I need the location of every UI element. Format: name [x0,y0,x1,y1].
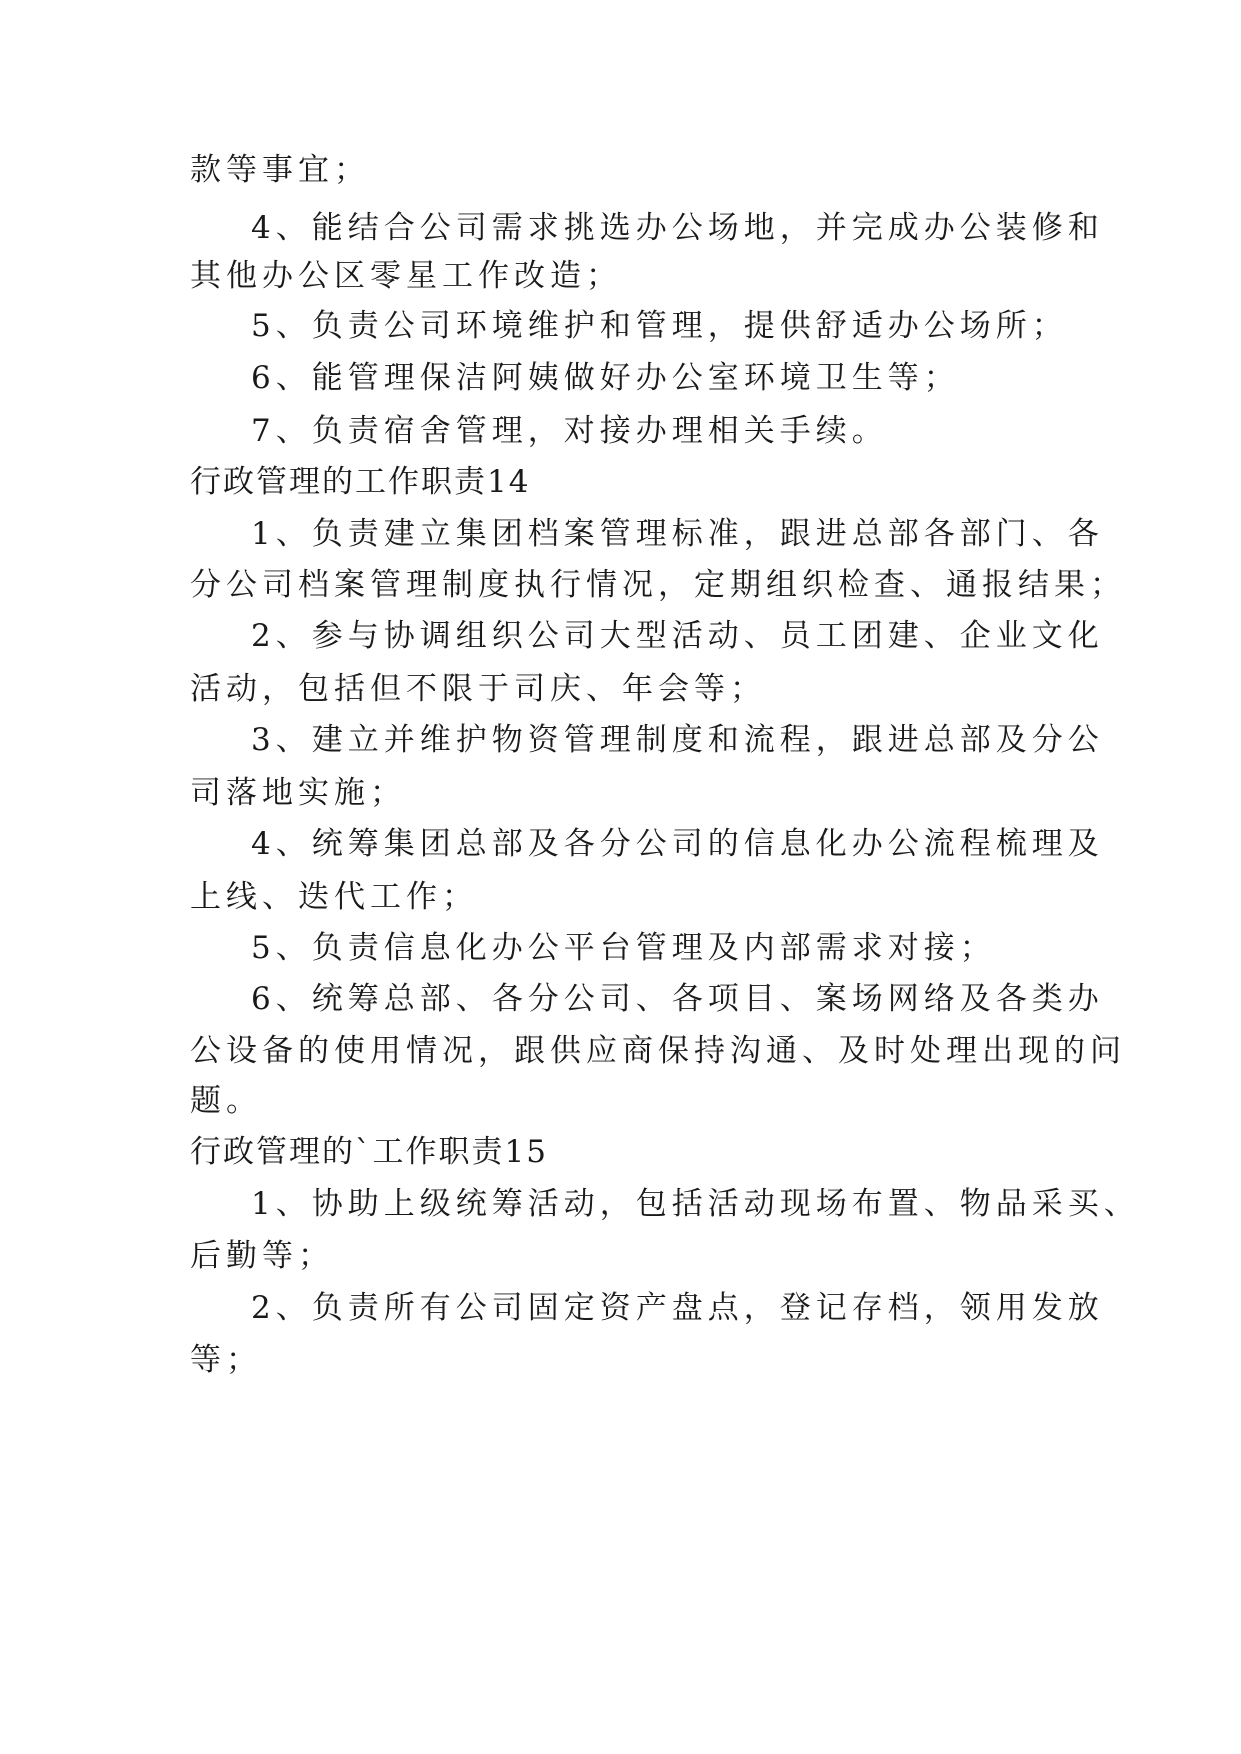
list-item: 6、能管理保洁阿姨做好办公室环境卫生等； [251,360,960,396]
list-item: 3、建立并维护物资管理制度和流程，跟进总部及分公 [251,722,1104,758]
paragraph-line: 后勤等； [190,1238,334,1274]
paragraph-line: 题。 [190,1083,262,1119]
section-heading: 行政管理的工作职责14 [190,464,531,500]
paragraph-line: 等； [190,1342,262,1378]
list-item: 5、负责公司环境维护和管理，提供舒适办公场所； [251,308,1068,344]
list-item: 6、统筹总部、各分公司、各项目、案场网络及各类办 [251,981,1104,1017]
list-item: 5、负责信息化办公平台管理及内部需求对接； [251,930,996,966]
paragraph-line: 上线、迭代工作； [190,879,478,915]
list-item: 1、协助上级统筹活动，包括活动现场布置、物品采买、 [251,1186,1140,1222]
paragraph-line: 分公司档案管理制度执行情况，定期组织检查、通报结果； [190,567,1126,603]
list-item: 2、参与协调组织公司大型活动、员工团建、企业文化 [251,618,1104,654]
paragraph-line: 其他办公区零星工作改造； [190,258,622,294]
paragraph-line: 活动，包括但不限于司庆、年会等； [190,671,766,707]
paragraph-line: 司落地实施； [190,775,406,811]
list-item: 7、负责宿舍管理，对接办理相关手续。 [251,413,888,449]
section-heading: 行政管理的`工作职责15 [190,1134,548,1170]
list-item: 2、负责所有公司固定资产盘点，登记存档，领用发放 [251,1290,1104,1326]
paragraph-line: 公设备的使用情况，跟供应商保持沟通、及时处理出现的问 [190,1033,1126,1069]
paragraph-line: 款等事宜； [190,152,370,188]
list-item: 4、能结合公司需求挑选办公场地，并完成办公装修和 [251,210,1104,246]
list-item: 1、负责建立集团档案管理标准，跟进总部各部门、各 [251,516,1104,552]
list-item: 4、统筹集团总部及各分公司的信息化办公流程梳理及 [251,826,1104,862]
